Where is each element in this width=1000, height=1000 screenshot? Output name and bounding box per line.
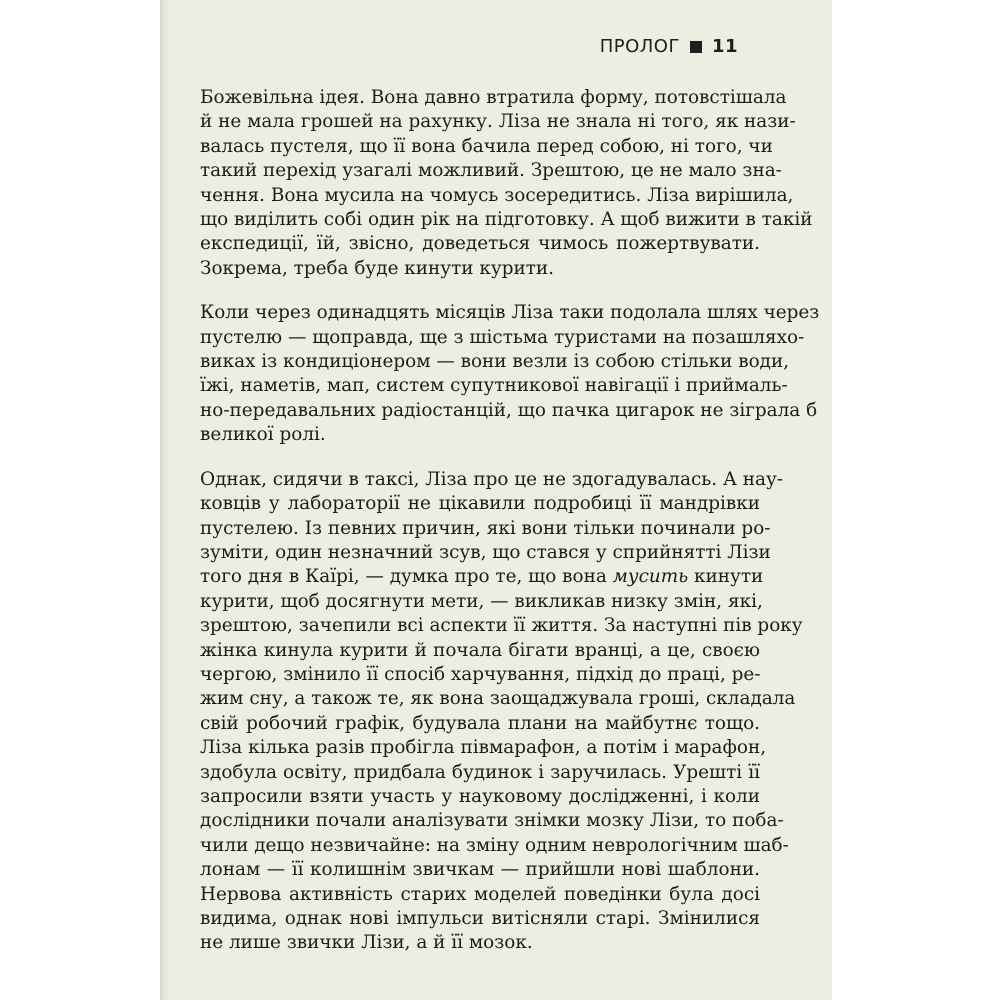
text-line: виках із кондиціонером — вони везли із собою стільки води, — [200, 351, 790, 373]
page-number: 11 — [711, 36, 738, 57]
section-title: ПРОЛОГ — [599, 36, 680, 57]
text-line: великої ролі. — [200, 424, 326, 446]
text-line: Коли через одинадцять місяців Ліза таки подолала шлях через — [200, 302, 820, 324]
text-line: видима, однак нові імпульси витісняли старі. Змінилися — [200, 908, 760, 929]
text-line: експедиції, їй, звісно, доведеться чимось пожертвувати. — [200, 233, 760, 255]
text-line: дослідники почали аналізувати знімки мозку Лізи, то поба- — [200, 810, 784, 832]
text-line: зрештою, зачепили всі аспекти її життя. За наступні пів року — [200, 615, 803, 637]
text-line: запросили взяти участь у науковому дослідженні, і коли — [200, 785, 760, 807]
text-line: пустелю — щоправда, ще з шістьма туристами на позашляхо- — [200, 326, 805, 348]
body-text — [200, 86, 820, 976]
text-line: курити, щоб досягнути мети, — викликав низку змін, які, — [200, 590, 763, 612]
text-line: валась пустеля, що її вона бачила перед собою, ні того, чи — [200, 135, 773, 157]
text-line: зуміти, один незначний зсув, що стався у сприйнятті Лізи — [200, 541, 771, 563]
text-line: ковців у лабораторії не цікавили подробиці її мандрівки — [200, 493, 760, 515]
paragraph-3 — [200, 468, 803, 956]
text-line: їжі, наметів, мап, систем супутникової навігації і приймаль- — [200, 375, 788, 397]
text-line: Нервова активність старих моделей поведінки була досі — [200, 883, 760, 905]
text-line: й не мала грошей на рахунку. Ліза не знала ні того, як нази- — [200, 111, 796, 133]
book-page — [160, 0, 832, 1000]
emphasis-text: мусить — [612, 566, 689, 588]
text-line: жим сну, а також те, як вона заощаджувала гроші, складала — [200, 688, 796, 710]
running-header — [600, 36, 738, 57]
paragraph-2 — [200, 301, 820, 447]
paragraph-1 — [200, 86, 813, 281]
text-segment: кинути — [694, 566, 764, 588]
text-line: Ліза кілька разів пробігла півмарафон, а потім і марафон, — [200, 737, 767, 759]
text-line: здобула освіту, придбала будинок і заручилась. Урешті її — [200, 761, 760, 783]
text-segment: того дня в Каїрі, — думка про те, що вона — [200, 566, 607, 588]
text-line: Зокрема, треба буде кинути курити. — [200, 257, 555, 279]
text-line: не лише звички Лізи, а й її мозок. — [200, 932, 533, 954]
text-line — [200, 565, 764, 589]
text-line: Однак, сидячи в таксі, Ліза про це не здогадувалась. А нау- — [200, 468, 783, 490]
text-line: чили дещо незвичайне: на зміну одним неврологічним шаб- — [200, 834, 789, 856]
square-bullet-icon — [690, 41, 702, 53]
text-line: свій робочий графік, будувала плани на майбутнє тощо. — [200, 712, 760, 734]
text-line: чергою, змінило її спосіб харчування, підхід до праці, ре- — [200, 663, 761, 685]
text-line: що виділить собі один рік на підготовку. А щоб вижити в такій — [200, 209, 813, 231]
text-line: но-передавальних радіостанцій, що пачка цигарок не зіграла б — [200, 399, 818, 421]
text-line: такий перехід узагалі можливий. Зрештою, це не мало зна- — [200, 160, 782, 182]
text-line: жінка кинула курити й почала бігати вранці, а це, своєю — [200, 639, 760, 661]
text-line: пустелею. Із певних причин, які вони тільки починали ро- — [200, 517, 771, 539]
text-line: лонам — її колишнім звичкам — прийшли нові шаблони. — [200, 859, 760, 881]
text-line: чення. Вона мусила на чомусь зосередитись. Ліза вирішила, — [200, 184, 794, 206]
text-line: Божевільна ідея. Вона давно втратила форму, потовстішала — [200, 87, 787, 108]
